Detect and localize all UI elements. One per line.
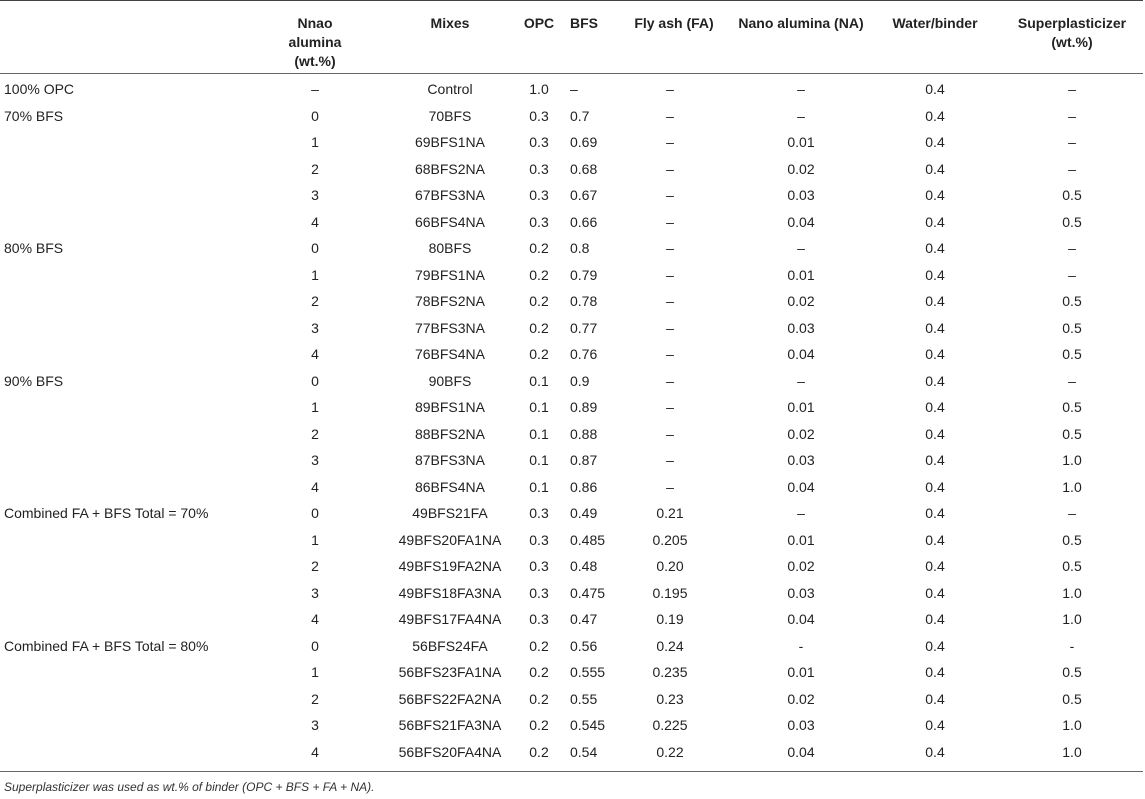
cell-fly-ash: –	[666, 399, 674, 415]
cell-mix: 78BFS2NA	[414, 293, 486, 309]
cell-water-binder: 0.4	[925, 399, 945, 415]
cell-opc: 0.1	[529, 425, 549, 442]
cell-bfs: 0.69	[570, 134, 598, 150]
cell-mix: 68BFS2NA	[414, 160, 486, 177]
cell-nano-alumina-wt: 0	[311, 107, 319, 124]
table-row	[0, 341, 1143, 368]
cell-superplasticizer: 0.5	[1062, 187, 1082, 203]
cell-bfs: 0.485	[570, 531, 606, 548]
cell-mix: 56BFS21FA3NA	[398, 717, 502, 733]
cell-nano-alumina-wt: 0	[311, 372, 319, 389]
cell-bfs: 0.56	[570, 637, 598, 654]
cell-water-binder: 0.4	[925, 611, 945, 627]
cell-bfs: 0.555	[570, 664, 606, 680]
cell-group: Combined FA + BFS Total = 80%	[4, 637, 209, 654]
cell-superplasticizer: –	[1068, 160, 1076, 177]
cell-nano-alumina-wt: 1	[311, 134, 319, 150]
cell-nano-alumina-wt: 4	[311, 213, 319, 230]
cell-nano-alumina-na: 0.02	[787, 690, 815, 707]
cell-water-binder: 0.4	[925, 717, 945, 733]
cell-nano-alumina-wt: 3	[311, 584, 319, 601]
table-header-rule	[0, 73, 1143, 74]
cell-nano-alumina-na: 0.02	[787, 293, 815, 309]
cell-water-binder: 0.4	[925, 505, 945, 521]
cell-fly-ash: 0.23	[656, 690, 684, 707]
cell-nano-alumina-wt: 3	[311, 452, 319, 468]
table-row	[0, 659, 1143, 686]
header-nano-alumina-line1: Nnao alumina	[288, 15, 342, 50]
cell-bfs: 0.89	[570, 399, 598, 415]
cell-mix: 66BFS4NA	[414, 213, 486, 230]
cell-bfs: 0.77	[570, 319, 598, 336]
cell-superplasticizer: –	[1068, 266, 1076, 283]
cell-nano-alumina-na: –	[797, 240, 805, 256]
cell-nano-alumina-wt: 0	[311, 637, 319, 654]
cell-fly-ash: 0.235	[652, 664, 688, 680]
cell-superplasticizer: 0.5	[1062, 558, 1082, 574]
table-row	[0, 447, 1143, 474]
cell-mix: 86BFS4NA	[414, 478, 486, 495]
cell-nano-alumina-wt: 2	[311, 690, 319, 707]
table-row	[0, 421, 1143, 448]
cell-superplasticizer: 0.5	[1062, 319, 1082, 336]
cell-nano-alumina-na: 0.03	[787, 319, 815, 336]
cell-fly-ash: –	[666, 293, 674, 309]
cell-nano-alumina-na: –	[797, 81, 805, 97]
cell-bfs: 0.47	[570, 611, 598, 627]
cell-group: Combined FA + BFS Total = 70%	[4, 505, 209, 521]
table-body	[0, 76, 1143, 765]
table-row	[0, 315, 1143, 342]
table-row	[0, 129, 1143, 156]
cell-superplasticizer: 1.0	[1062, 584, 1082, 601]
cell-opc: 0.1	[529, 399, 549, 415]
cell-nano-alumina-na: –	[797, 505, 805, 521]
cell-bfs: 0.48	[570, 558, 598, 574]
cell-fly-ash: –	[666, 160, 674, 177]
cell-opc: 1.0	[529, 81, 549, 97]
cell-mix: 90BFS	[428, 372, 472, 389]
cell-nano-alumina-wt: 1	[311, 531, 319, 548]
cell-opc: 0.3	[529, 558, 549, 574]
cell-nano-alumina-na: 0.01	[787, 399, 815, 415]
cell-nano-alumina-wt: 2	[311, 293, 319, 309]
cell-nano-alumina-na: –	[797, 107, 805, 124]
cell-fly-ash: 0.21	[656, 505, 684, 521]
cell-mix: 76BFS4NA	[414, 346, 486, 362]
cell-mix: 56BFS22FA2NA	[398, 690, 502, 707]
cell-mix: 87BFS3NA	[414, 452, 486, 468]
cell-opc: 0.1	[529, 478, 549, 495]
cell-nano-alumina-na: 0.03	[787, 187, 815, 203]
cell-nano-alumina-wt: 4	[311, 478, 319, 495]
cell-bfs: 0.79	[570, 266, 598, 283]
cell-opc: 0.3	[529, 611, 549, 627]
cell-mix: 77BFS3NA	[414, 319, 486, 336]
cell-opc: 0.3	[529, 584, 549, 601]
cell-mix: 89BFS1NA	[414, 399, 486, 415]
cell-nano-alumina-na: 0.02	[787, 425, 815, 442]
cell-fly-ash: –	[666, 81, 674, 97]
cell-mix: 67BFS3NA	[414, 187, 486, 203]
cell-superplasticizer: 1.0	[1062, 717, 1082, 733]
cell-superplasticizer: 1.0	[1062, 478, 1082, 495]
cell-nano-alumina-wt: 1	[311, 399, 319, 415]
cell-water-binder: 0.4	[925, 637, 945, 654]
cell-fly-ash: 0.195	[652, 584, 688, 601]
cell-nano-alumina-wt: 1	[311, 266, 319, 283]
cell-bfs: 0.9	[570, 372, 590, 389]
cell-nano-alumina-na: -	[798, 637, 804, 654]
table-row	[0, 527, 1143, 554]
cell-water-binder: 0.4	[925, 240, 945, 256]
cell-opc: 0.2	[529, 664, 549, 680]
cell-opc: 0.2	[529, 717, 549, 733]
cell-water-binder: 0.4	[925, 160, 945, 177]
cell-bfs: 0.49	[570, 505, 598, 521]
cell-superplasticizer: –	[1068, 81, 1076, 97]
cell-nano-alumina-wt: 3	[311, 187, 319, 203]
cell-fly-ash: –	[666, 372, 674, 389]
cell-mix: 69BFS1NA	[414, 134, 486, 150]
table-row	[0, 686, 1143, 713]
table-footnote: Superplasticizer was used as wt.% of binder (OPC + BFS + FA + NA).	[4, 780, 375, 794]
cell-opc: 0.2	[529, 346, 549, 362]
table-row	[0, 712, 1143, 739]
cell-fly-ash: –	[666, 319, 674, 336]
cell-group: 90% BFS	[4, 372, 64, 389]
cell-nano-alumina-na: 0.03	[787, 717, 815, 733]
cell-opc: 0.3	[529, 505, 549, 521]
cell-mix: 70BFS	[428, 107, 472, 124]
cell-opc: 0.2	[529, 319, 549, 336]
cell-group: 70% BFS	[4, 107, 64, 124]
cell-water-binder: 0.4	[925, 558, 945, 574]
table-row	[0, 633, 1143, 660]
cell-bfs: 0.55	[570, 690, 598, 707]
cell-bfs: 0.8	[570, 240, 590, 256]
cell-opc: 0.1	[529, 452, 549, 468]
table-row	[0, 103, 1143, 130]
cell-nano-alumina-na: 0.01	[787, 134, 815, 150]
cell-superplasticizer: 1.0	[1062, 743, 1082, 760]
cell-opc: 0.3	[529, 187, 549, 203]
cell-nano-alumina-na: 0.03	[787, 584, 815, 601]
table-header	[0, 14, 1143, 69]
table-top-rule	[0, 0, 1143, 1]
cell-bfs: 0.545	[570, 717, 606, 733]
cell-opc: 0.2	[529, 637, 549, 654]
cell-bfs: 0.54	[570, 743, 598, 760]
table-row	[0, 553, 1143, 580]
cell-nano-alumina-na: 0.04	[787, 213, 815, 230]
cell-nano-alumina-wt: 3	[311, 319, 319, 336]
cell-bfs: 0.87	[570, 452, 598, 468]
cell-mix: 56BFS24FA	[412, 637, 488, 654]
table-row	[0, 368, 1143, 395]
cell-fly-ash: –	[666, 187, 674, 203]
cell-superplasticizer: 1.0	[1062, 611, 1082, 627]
cell-fly-ash: –	[666, 134, 674, 150]
cell-bfs: 0.66	[570, 213, 598, 230]
cell-bfs: 0.475	[570, 584, 606, 601]
cell-water-binder: 0.4	[925, 81, 945, 97]
cell-fly-ash: 0.22	[656, 743, 684, 760]
header-bfs: BFS	[570, 15, 598, 31]
cell-opc: 0.2	[529, 240, 549, 256]
cell-opc: 0.2	[529, 690, 549, 707]
cell-group: 100% OPC	[4, 81, 75, 97]
table-row	[0, 606, 1143, 633]
cell-nano-alumina-wt: 4	[311, 611, 319, 627]
cell-opc: 0.2	[529, 293, 549, 309]
header-water-binder: Water/binder	[892, 15, 978, 31]
table-bottom-rule	[0, 771, 1143, 772]
cell-nano-alumina-na: 0.02	[787, 160, 815, 177]
cell-nano-alumina-wt: 3	[311, 717, 319, 733]
cell-water-binder: 0.4	[925, 107, 945, 124]
header-nano-alumina	[270, 14, 360, 71]
cell-nano-alumina-na: 0.04	[787, 478, 815, 495]
cell-superplasticizer: –	[1068, 372, 1076, 389]
cell-opc: 0.3	[529, 134, 549, 150]
cell-water-binder: 0.4	[925, 690, 945, 707]
cell-bfs: –	[570, 81, 578, 97]
cell-superplasticizer: 0.5	[1062, 213, 1082, 230]
cell-water-binder: 0.4	[925, 187, 945, 203]
cell-water-binder: 0.4	[925, 266, 945, 283]
cell-nano-alumina-wt: 0	[311, 505, 319, 521]
cell-mix: 56BFS23FA1NA	[398, 664, 502, 680]
cell-nano-alumina-wt: 2	[311, 558, 319, 574]
cell-opc: 0.3	[529, 107, 549, 124]
cell-bfs: 0.86	[570, 478, 598, 495]
cell-mix: 49BFS19FA2NA	[398, 558, 502, 574]
cell-superplasticizer: 1.0	[1062, 452, 1082, 468]
cell-nano-alumina-na: 0.04	[787, 743, 815, 760]
cell-superplasticizer: –	[1068, 134, 1076, 150]
cell-nano-alumina-na: 0.01	[787, 531, 815, 548]
cell-water-binder: 0.4	[925, 478, 945, 495]
cell-fly-ash: 0.205	[652, 531, 688, 548]
cell-mix: 49BFS18FA3NA	[398, 584, 502, 601]
cell-water-binder: 0.4	[925, 213, 945, 230]
table-row	[0, 182, 1143, 209]
table-row	[0, 262, 1143, 289]
cell-superplasticizer: 0.5	[1062, 399, 1082, 415]
cell-nano-alumina-na: 0.04	[787, 346, 815, 362]
cell-superplasticizer: 0.5	[1062, 293, 1082, 309]
cell-superplasticizer: –	[1068, 107, 1076, 124]
table-row	[0, 580, 1143, 607]
table-row	[0, 156, 1143, 183]
cell-superplasticizer: 0.5	[1062, 531, 1082, 548]
cell-nano-alumina-na: 0.01	[787, 266, 815, 283]
cell-water-binder: 0.4	[925, 452, 945, 468]
cell-superplasticizer: –	[1068, 505, 1076, 521]
cell-superplasticizer: 0.5	[1062, 425, 1082, 442]
header-nano-alumina-na: Nano alumina (NA)	[738, 15, 864, 31]
cell-superplasticizer: 0.5	[1062, 664, 1082, 680]
cell-superplasticizer: -	[1069, 637, 1075, 654]
cell-bfs: 0.78	[570, 293, 598, 309]
cell-fly-ash: –	[666, 346, 674, 362]
cell-nano-alumina-wt: –	[311, 81, 319, 97]
cell-opc: 0.2	[529, 743, 549, 760]
cell-nano-alumina-wt: 0	[311, 240, 319, 256]
cell-bfs: 0.68	[570, 160, 598, 177]
cell-fly-ash: 0.19	[656, 611, 684, 627]
cell-water-binder: 0.4	[925, 531, 945, 548]
cell-water-binder: 0.4	[925, 372, 945, 389]
cell-nano-alumina-wt: 2	[311, 425, 319, 442]
cell-mix: Control	[427, 81, 473, 97]
cell-opc: 0.2	[529, 266, 549, 283]
table-row	[0, 500, 1143, 527]
table-row	[0, 235, 1143, 262]
cell-bfs: 0.7	[570, 107, 590, 124]
cell-nano-alumina-wt: 4	[311, 346, 319, 362]
cell-bfs: 0.88	[570, 425, 598, 442]
table-row	[0, 474, 1143, 501]
cell-mix: 80BFS	[428, 240, 472, 256]
table-row	[0, 288, 1143, 315]
cell-nano-alumina-na: 0.03	[787, 452, 815, 468]
cell-fly-ash: –	[666, 107, 674, 124]
cell-bfs: 0.76	[570, 346, 598, 362]
table-row	[0, 76, 1143, 103]
cell-fly-ash: 0.24	[656, 637, 684, 654]
table-row	[0, 209, 1143, 236]
cell-group: 80% BFS	[4, 240, 64, 256]
table-row	[0, 739, 1143, 766]
cell-mix: 79BFS1NA	[414, 266, 486, 283]
cell-nano-alumina-wt: 1	[311, 664, 319, 680]
header-opc: OPC	[523, 15, 555, 31]
cell-fly-ash: –	[666, 213, 674, 230]
header-superplasticizer-line1: Superplasticizer	[1017, 15, 1127, 31]
cell-superplasticizer: 0.5	[1062, 690, 1082, 707]
table-row	[0, 394, 1143, 421]
cell-opc: 0.1	[529, 372, 549, 389]
cell-mix: 49BFS17FA4NA	[398, 611, 502, 627]
header-nano-alumina-line2: (wt.%)	[294, 53, 336, 69]
cell-fly-ash: –	[666, 240, 674, 256]
cell-water-binder: 0.4	[925, 134, 945, 150]
cell-fly-ash: –	[666, 266, 674, 283]
cell-mix: 49BFS20FA1NA	[398, 531, 502, 548]
cell-fly-ash: 0.225	[652, 717, 688, 733]
cell-superplasticizer: –	[1068, 240, 1076, 256]
cell-water-binder: 0.4	[925, 293, 945, 309]
cell-mix: 49BFS21FA	[412, 505, 488, 521]
cell-opc: 0.3	[529, 531, 549, 548]
header-mixes: Mixes	[430, 15, 470, 31]
cell-fly-ash: –	[666, 478, 674, 495]
cell-fly-ash: 0.20	[656, 558, 684, 574]
cell-nano-alumina-wt: 4	[311, 743, 319, 760]
cell-nano-alumina-na: 0.04	[787, 611, 815, 627]
cell-mix: 88BFS2NA	[414, 425, 486, 442]
cell-nano-alumina-na: –	[797, 372, 805, 389]
cell-water-binder: 0.4	[925, 346, 945, 362]
cell-water-binder: 0.4	[925, 584, 945, 601]
cell-bfs: 0.67	[570, 187, 598, 203]
cell-superplasticizer: 0.5	[1062, 346, 1082, 362]
cell-water-binder: 0.4	[925, 319, 945, 336]
cell-water-binder: 0.4	[925, 743, 945, 760]
cell-nano-alumina-na: 0.02	[787, 558, 815, 574]
cell-water-binder: 0.4	[925, 425, 945, 442]
cell-water-binder: 0.4	[925, 664, 945, 680]
cell-nano-alumina-na: 0.01	[787, 664, 815, 680]
cell-fly-ash: –	[666, 452, 674, 468]
header-superplasticizer	[1000, 14, 1144, 52]
header-fly-ash: Fly ash (FA)	[634, 15, 714, 31]
cell-opc: 0.3	[529, 160, 549, 177]
cell-opc: 0.3	[529, 213, 549, 230]
cell-nano-alumina-wt: 2	[311, 160, 319, 177]
cell-mix: 56BFS20FA4NA	[398, 743, 502, 760]
header-superplasticizer-line2: (wt.%)	[1051, 34, 1093, 50]
cell-fly-ash: –	[666, 425, 674, 442]
